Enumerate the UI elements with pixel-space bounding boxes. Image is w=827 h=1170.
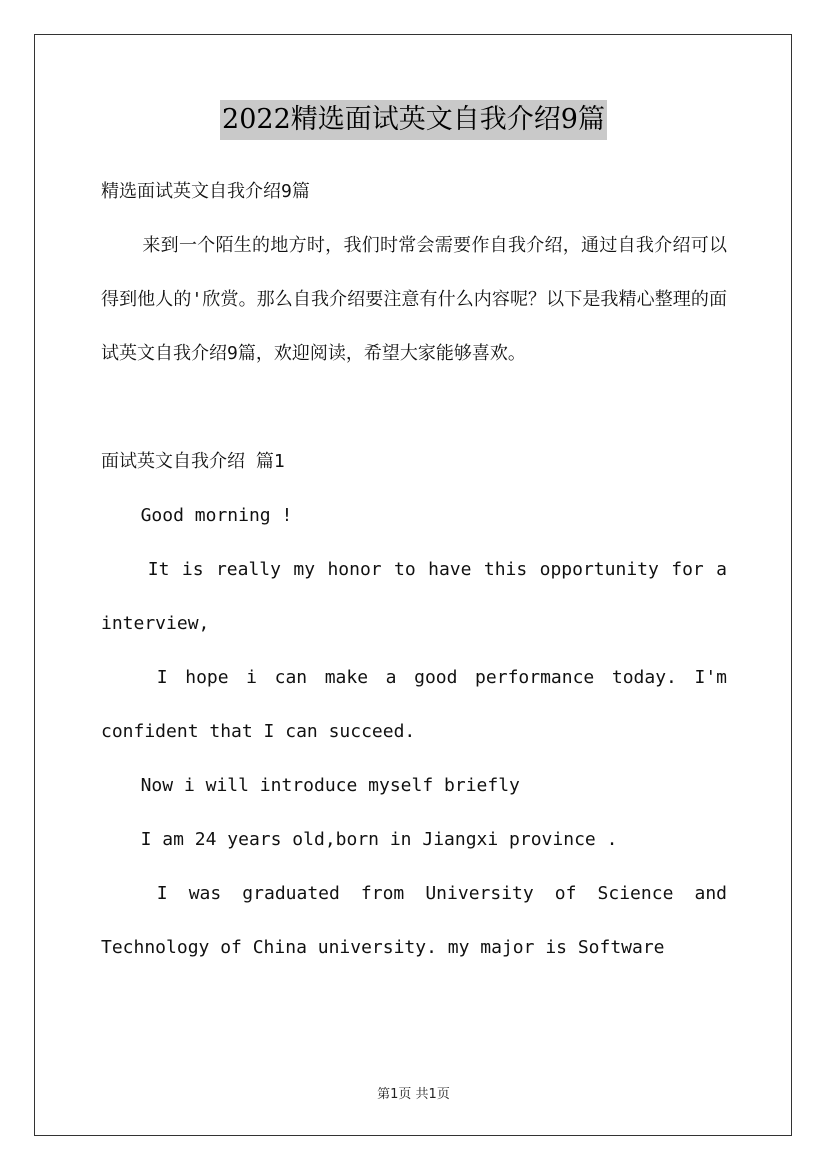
page-number-label: 第1页 共1页 <box>377 1087 450 1102</box>
document-title: 2022精选面试英文自我介绍9篇 <box>220 100 607 140</box>
page-footer <box>0 1083 827 1102</box>
paragraph-introduce: Now i will introduce myself briefly <box>140 775 520 796</box>
paragraph-hope: I hope i can make a good performance today. I'm confident that I can succeed. <box>101 667 727 742</box>
paragraph-greeting: Good morning ! <box>140 505 293 526</box>
document-subtitle: 精选面试英文自我介绍9篇 <box>101 181 310 202</box>
paragraph-honor: It is really my honor to have this opportunity for a interview, <box>101 559 727 634</box>
paragraph-gap <box>101 381 727 435</box>
paragraph-age: I am 24 years old,born in Jiangxi province . <box>140 829 618 850</box>
paragraph-graduation: I was graduated from University of Science and Technology of China university. my major is Software <box>101 883 727 958</box>
document-body <box>101 165 727 975</box>
intro-paragraph: 来到一个陌生的地方时，我们时常会需要作自我介绍，通过自我介绍可以得到他人的'欣赏。那么自我介绍要注意有什么内容呢？以下是我精心整理的面试英文自我介绍9篇，欢迎阅读，希望大家能够喜欢。 <box>101 235 727 364</box>
section-heading: 面试英文自我介绍 篇1 <box>101 451 285 472</box>
title-wrap <box>0 100 827 140</box>
